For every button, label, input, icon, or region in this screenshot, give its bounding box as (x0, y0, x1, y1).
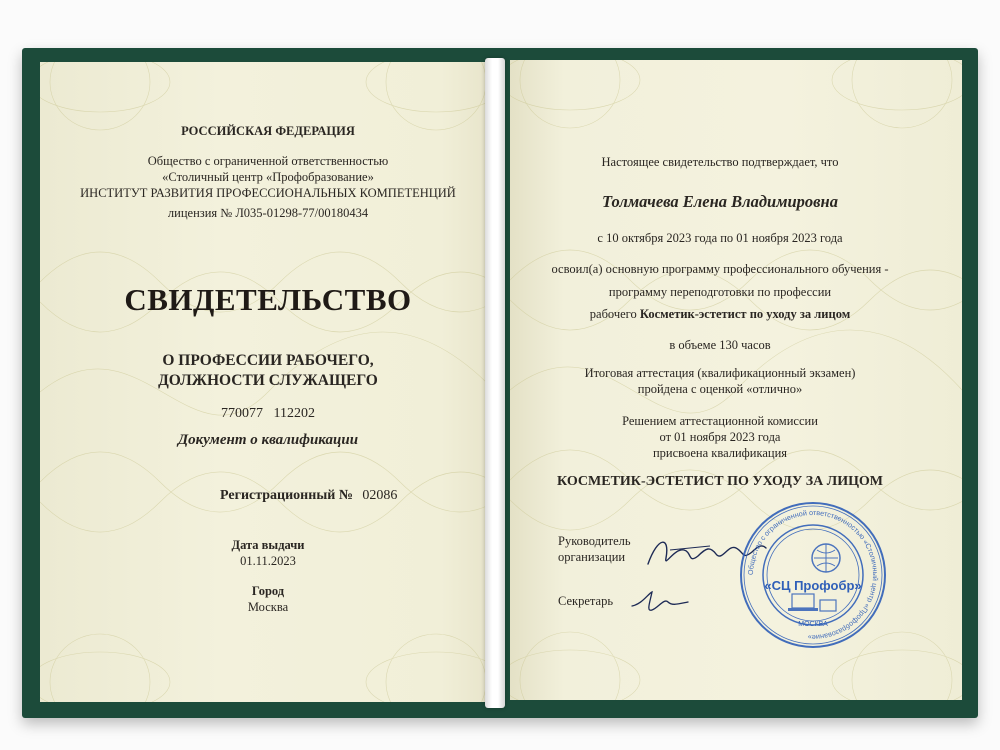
license-number: лицензия № Л035-01298-77/00180434 (167, 206, 369, 220)
country-heading: РОССИЙСКАЯ ФЕДЕРАЦИЯ (181, 124, 355, 138)
decision-line-1: Решением аттестационной комиссии (622, 414, 818, 428)
city-value: Москва (247, 600, 289, 614)
org-line-1: Общество с ограниченной ответственностью (147, 154, 389, 168)
program-line-2: программу переподготовки по профессии (608, 285, 832, 299)
secretary-label: Секретарь (558, 594, 614, 608)
registration-label: Регистрационный № (220, 488, 353, 503)
decision-line-2: от 01 ноября 2023 года (659, 430, 781, 444)
program-line-1: освоил(а) основную программу профессионального обучения - (551, 262, 889, 276)
profession-prefix: рабочего (589, 307, 637, 321)
subtitle-line-1: О ПРОФЕССИИ РАБОЧЕГО, (162, 352, 374, 369)
hours-text: в объеме 130 часов (669, 338, 771, 352)
issue-date: 01.11.2023 (240, 554, 296, 568)
document-title: СВИДЕТЕЛЬСТВО (124, 282, 412, 317)
issue-date-label: Дата выдачи (231, 538, 305, 552)
qualification-title: КОСМЕТИК-ЭСТЕТИСТ ПО УХОДУ ЗА ЛИЦОМ (557, 474, 883, 489)
registration-row (220, 488, 496, 504)
organization-seal (738, 500, 888, 650)
secretary-signature (628, 588, 698, 618)
right-page (510, 60, 962, 700)
holder-name: Толмачева Елена Владимировна (602, 192, 838, 211)
city-label: Город (251, 584, 285, 598)
head-label-line-1: Руководитель (558, 534, 631, 548)
attestation-line-1: Итоговая аттестация (квалификационный экзамен) (584, 366, 856, 380)
seal-center-text: «СЦ Профобр» (764, 578, 862, 593)
serial-number: 770077 112202 (221, 406, 315, 421)
seal-city-text: МОСКВА (798, 621, 828, 628)
registration-number: 02086 (362, 488, 398, 503)
profession-row (510, 307, 930, 322)
decision-line-3: присвоена квалификация (652, 446, 788, 460)
document-spine-ribbon (485, 58, 505, 708)
study-period: с 10 октября 2023 года по 01 ноября 2023 года (597, 231, 843, 245)
intro-text: Настоящее свидетельство подтверждает, что (601, 155, 839, 169)
seal-ring-text: Общество с ограниченной ответственностью «Столичный центр «Профобразование» (745, 507, 881, 643)
subtitle-line-2: ДОЛЖНОСТИ СЛУЖАЩЕГО (158, 372, 378, 389)
attestation-line-2: пройдена с оценкой «отлично» (637, 382, 803, 396)
left-page (40, 62, 496, 702)
head-label-line-2: организации (558, 550, 626, 564)
qualification-document-label: Документ о квалификации (177, 432, 359, 448)
org-line-3: ИНСТИТУТ РАЗВИТИЯ ПРОФЕССИОНАЛЬНЫХ КОМПЕТЕНЦИЙ (80, 186, 456, 200)
profession-name: Косметик-эстетист по уходу за лицом (639, 307, 851, 321)
org-line-2: «Столичный центр «Профобразование» (162, 170, 374, 184)
